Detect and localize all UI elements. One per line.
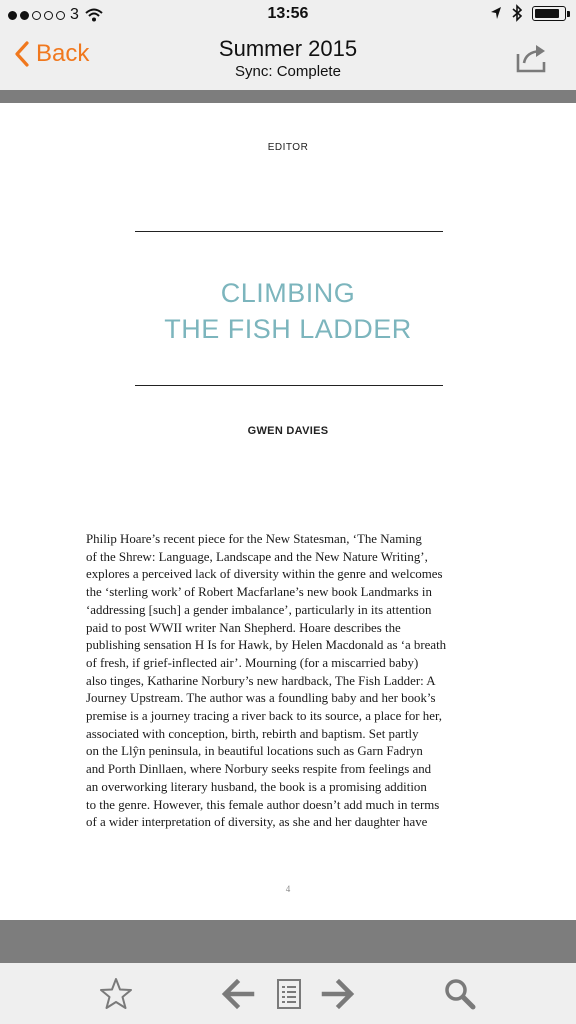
back-label: Back	[36, 40, 90, 67]
article-line: publishing sensation H Is for Hawk, by Helen Macdonald as ‘a breath	[86, 638, 447, 653]
page-frame-bottom	[0, 920, 576, 963]
arrow-right-icon	[320, 976, 356, 1012]
article-line: of a wider interpretation of diversity, as she and her daughter have	[86, 815, 428, 830]
bluetooth-icon	[512, 4, 522, 22]
table-of-contents-icon	[271, 976, 307, 1012]
search-icon	[442, 976, 478, 1012]
bottom-toolbar	[0, 963, 576, 1024]
arrow-left-icon	[220, 976, 256, 1012]
article-line: and Porth Dinllaen, where Norbury seeks respite from feelings and	[86, 762, 432, 777]
article-line: an overworking literary husband, the book is a promising addition	[86, 779, 427, 794]
battery-icon	[532, 6, 566, 21]
search-button[interactable]	[442, 976, 478, 1012]
page-frame-top	[0, 90, 576, 103]
star-icon	[98, 976, 134, 1012]
article-line: to the genre. However, this female author doesn’t add much in terms	[86, 797, 440, 812]
article-line: also tinges, Katharine Norbury’s new hardback, The Fish Ladder: A	[86, 673, 436, 688]
page-number: 4	[285, 884, 291, 894]
bookmark-button[interactable]	[98, 976, 134, 1012]
article-line: explores a perceived lack of diversity within the genre and welcomes	[86, 567, 443, 582]
nav-title: Summer 2015	[218, 36, 358, 61]
article-line: paid to post WWII writer Nan Shepherd. Hoare describes the	[86, 620, 401, 635]
section-label: EDITOR	[267, 142, 309, 153]
headline-line-1: CLIMBING	[220, 278, 356, 308]
byline: GWEN DAVIES	[247, 425, 329, 437]
article-line: of fresh, if grief-inflected air’. Mourning (for a miscarried baby)	[86, 655, 419, 670]
magazine-page[interactable]	[0, 103, 576, 920]
article-body	[86, 531, 496, 832]
status-bar	[0, 0, 576, 30]
status-time: 13:56	[267, 5, 309, 22]
table-of-contents-button[interactable]	[271, 976, 307, 1012]
article-line: Philip Hoare’s recent piece for the New Statesman, ‘The Naming	[86, 532, 422, 546]
divider-bottom	[135, 385, 443, 386]
article-line: premise is a journey tracing a river back to its source, a place for her,	[86, 709, 442, 724]
article-line: of the Shrew: Language, Landscape and the New Nature Writing’,	[86, 549, 428, 564]
article-headline	[0, 275, 576, 347]
share-icon	[514, 42, 550, 74]
battery-level	[535, 9, 559, 18]
status-right	[490, 4, 566, 22]
article-line: on the Llŷn peninsula, in beautiful locations such as Garn Fadryn	[86, 744, 423, 759]
article-line: ‘addressing [such] a gender imbalance’, particularly in its attention	[86, 602, 432, 617]
location-arrow-icon	[490, 6, 502, 20]
carrier-name: 3	[70, 6, 79, 23]
article-line: the ‘sterling work’ of Robert Macfarlane’s new book Landmarks in	[86, 585, 432, 600]
share-button[interactable]	[514, 42, 550, 74]
divider-top	[135, 231, 443, 232]
headline-line-2: THE FISH LADDER	[164, 314, 412, 344]
next-page-button[interactable]	[320, 976, 356, 1012]
article-line: associated with conception, birth, rebirth and baptism. Set partly	[86, 726, 419, 741]
article-line: Journey Upstream. The author was a foundling baby and her book’s	[86, 691, 436, 706]
nav-bar	[0, 30, 576, 90]
previous-page-button[interactable]	[220, 976, 256, 1012]
sync-status: Sync: Complete	[235, 63, 341, 80]
